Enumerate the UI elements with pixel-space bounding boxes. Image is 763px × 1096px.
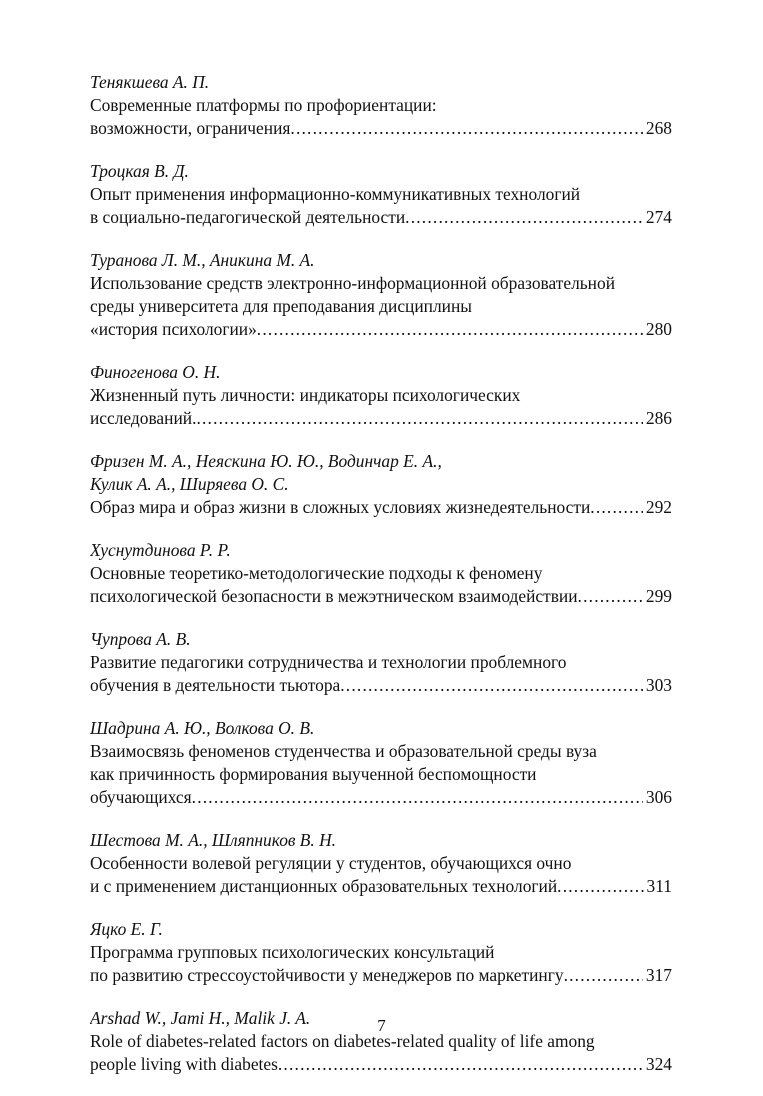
entry-page-number: 280 xyxy=(645,319,672,339)
toc-entry xyxy=(90,160,672,229)
dot-leader xyxy=(564,964,643,987)
entry-page-number: 292 xyxy=(645,497,672,517)
entry-authors: Шадрина А. Ю., Волкова О. В. xyxy=(90,718,315,738)
entry-authors-continued: Кулик А. А., Ширяева О. С. xyxy=(90,474,289,494)
entry-authors: Шестова М. А., Шляпников В. Н. xyxy=(90,830,337,850)
table-of-contents xyxy=(90,71,672,1096)
dot-leader xyxy=(405,206,643,229)
entry-title-line: Основные теоретико-методологические подходы к феномену xyxy=(90,563,543,583)
entry-title-line: Использование средств электронно-информационной образовательной xyxy=(90,273,615,293)
entry-last-line xyxy=(90,875,672,898)
entry-last-line xyxy=(90,318,672,341)
entry-title-line: Развитие педагогики сотрудничества и технологии проблемного xyxy=(90,652,567,672)
dot-leader xyxy=(192,786,643,809)
entry-title-end: психологической безопасности в межэтническом взаимодействии xyxy=(90,586,578,606)
entry-last-line xyxy=(90,964,672,987)
entry-title-end: обучения в деятельности тьютора xyxy=(90,675,341,695)
entry-last-line xyxy=(90,117,672,140)
toc-entry xyxy=(90,717,672,809)
entry-title-end: people living with diabetes xyxy=(90,1054,278,1074)
dot-leader xyxy=(340,674,643,697)
entry-title-line: Жизненный путь личности: индикаторы психологических xyxy=(90,385,521,405)
entry-title-line: как причинность формирования выученной беспомощности xyxy=(90,764,537,784)
entry-title-line: Опыт применения информационно-коммуникативных технологий xyxy=(90,184,581,204)
toc-entry xyxy=(90,539,672,608)
entry-last-line xyxy=(90,786,672,809)
entry-last-line xyxy=(90,407,672,430)
dot-leader xyxy=(590,496,643,519)
entry-title-line: Особенности волевой регуляции у студентов, обучающихся очно xyxy=(90,853,572,873)
entry-last-line xyxy=(90,585,672,608)
entry-title-end: по развитию стрессоустойчивости у менеджеров по маркетингу xyxy=(90,965,564,985)
entry-page-number: 299 xyxy=(645,586,672,606)
entry-authors: Троцкая В. Д. xyxy=(90,161,189,181)
entry-authors: Финогенова О. Н. xyxy=(90,362,221,382)
entry-title-end: «история психологии» xyxy=(90,319,257,339)
entry-title-end: возможности, ограничения xyxy=(90,118,291,138)
dot-leader xyxy=(278,1053,643,1076)
toc-entry xyxy=(90,829,672,898)
entry-page-number: 306 xyxy=(645,787,672,807)
dot-leader xyxy=(257,318,643,341)
dot-leader xyxy=(578,585,643,608)
toc-entry xyxy=(90,628,672,697)
entry-page-number: 324 xyxy=(645,1054,672,1074)
entry-authors: Яцко Е. Г. xyxy=(90,919,163,939)
entry-title-line: Современные платформы по профориентации: xyxy=(90,95,437,115)
entry-page-number: 317 xyxy=(645,965,672,985)
entry-authors: Чупрова А. В. xyxy=(90,629,191,649)
toc-entry xyxy=(90,71,672,140)
entry-last-line xyxy=(90,206,672,229)
entry-title-end: исследований. xyxy=(90,408,197,428)
dot-leader xyxy=(557,875,643,898)
page-number: 7 xyxy=(377,1016,386,1035)
entry-title-line: среды университета для преподавания дисциплины xyxy=(90,296,472,316)
entry-title-line: Программа групповых психологических консультаций xyxy=(90,942,495,962)
entry-title-end: в социально-педагогической деятельности xyxy=(90,207,406,227)
entry-page-number: 274 xyxy=(645,207,672,227)
entry-page-number: 303 xyxy=(645,675,672,695)
entry-title-end: Образ мира и образ жизни в сложных условиях жизнедеятельности xyxy=(90,497,591,517)
entry-title-end: и с применением дистанционных образовательных технологий xyxy=(90,876,558,896)
dot-leader xyxy=(196,407,642,430)
entry-page-number: 286 xyxy=(645,408,672,428)
entry-last-line xyxy=(90,1053,672,1076)
entry-page-number: 268 xyxy=(645,118,672,138)
entry-last-line xyxy=(90,496,672,519)
entry-title-line: Role of diabetes-related factors on diabetes-related quality of life among xyxy=(90,1031,595,1051)
entry-title-line: Взаимосвязь феноменов студенчества и образовательной среды вуза xyxy=(90,741,597,761)
entry-last-line xyxy=(90,674,672,697)
entry-page-number: 311 xyxy=(646,876,672,896)
entry-authors: Тенякшева А. П. xyxy=(90,72,210,92)
toc-entry xyxy=(90,361,672,430)
entry-authors: Туранова Л. М., Аникина М. А. xyxy=(90,250,315,270)
toc-entry xyxy=(90,918,672,987)
entry-authors: Хуснутдинова Р. Р. xyxy=(90,540,231,560)
toc-entry xyxy=(90,450,672,519)
toc-entry xyxy=(90,249,672,341)
dot-leader xyxy=(290,117,643,140)
entry-authors: Arshad W., Jami H., Malik J. A. xyxy=(90,1008,311,1028)
entry-authors: Фризен М. А., Неяскина Ю. Ю., Водинчар Е. А., xyxy=(90,451,442,471)
entry-title-end: обучающихся xyxy=(90,787,192,807)
